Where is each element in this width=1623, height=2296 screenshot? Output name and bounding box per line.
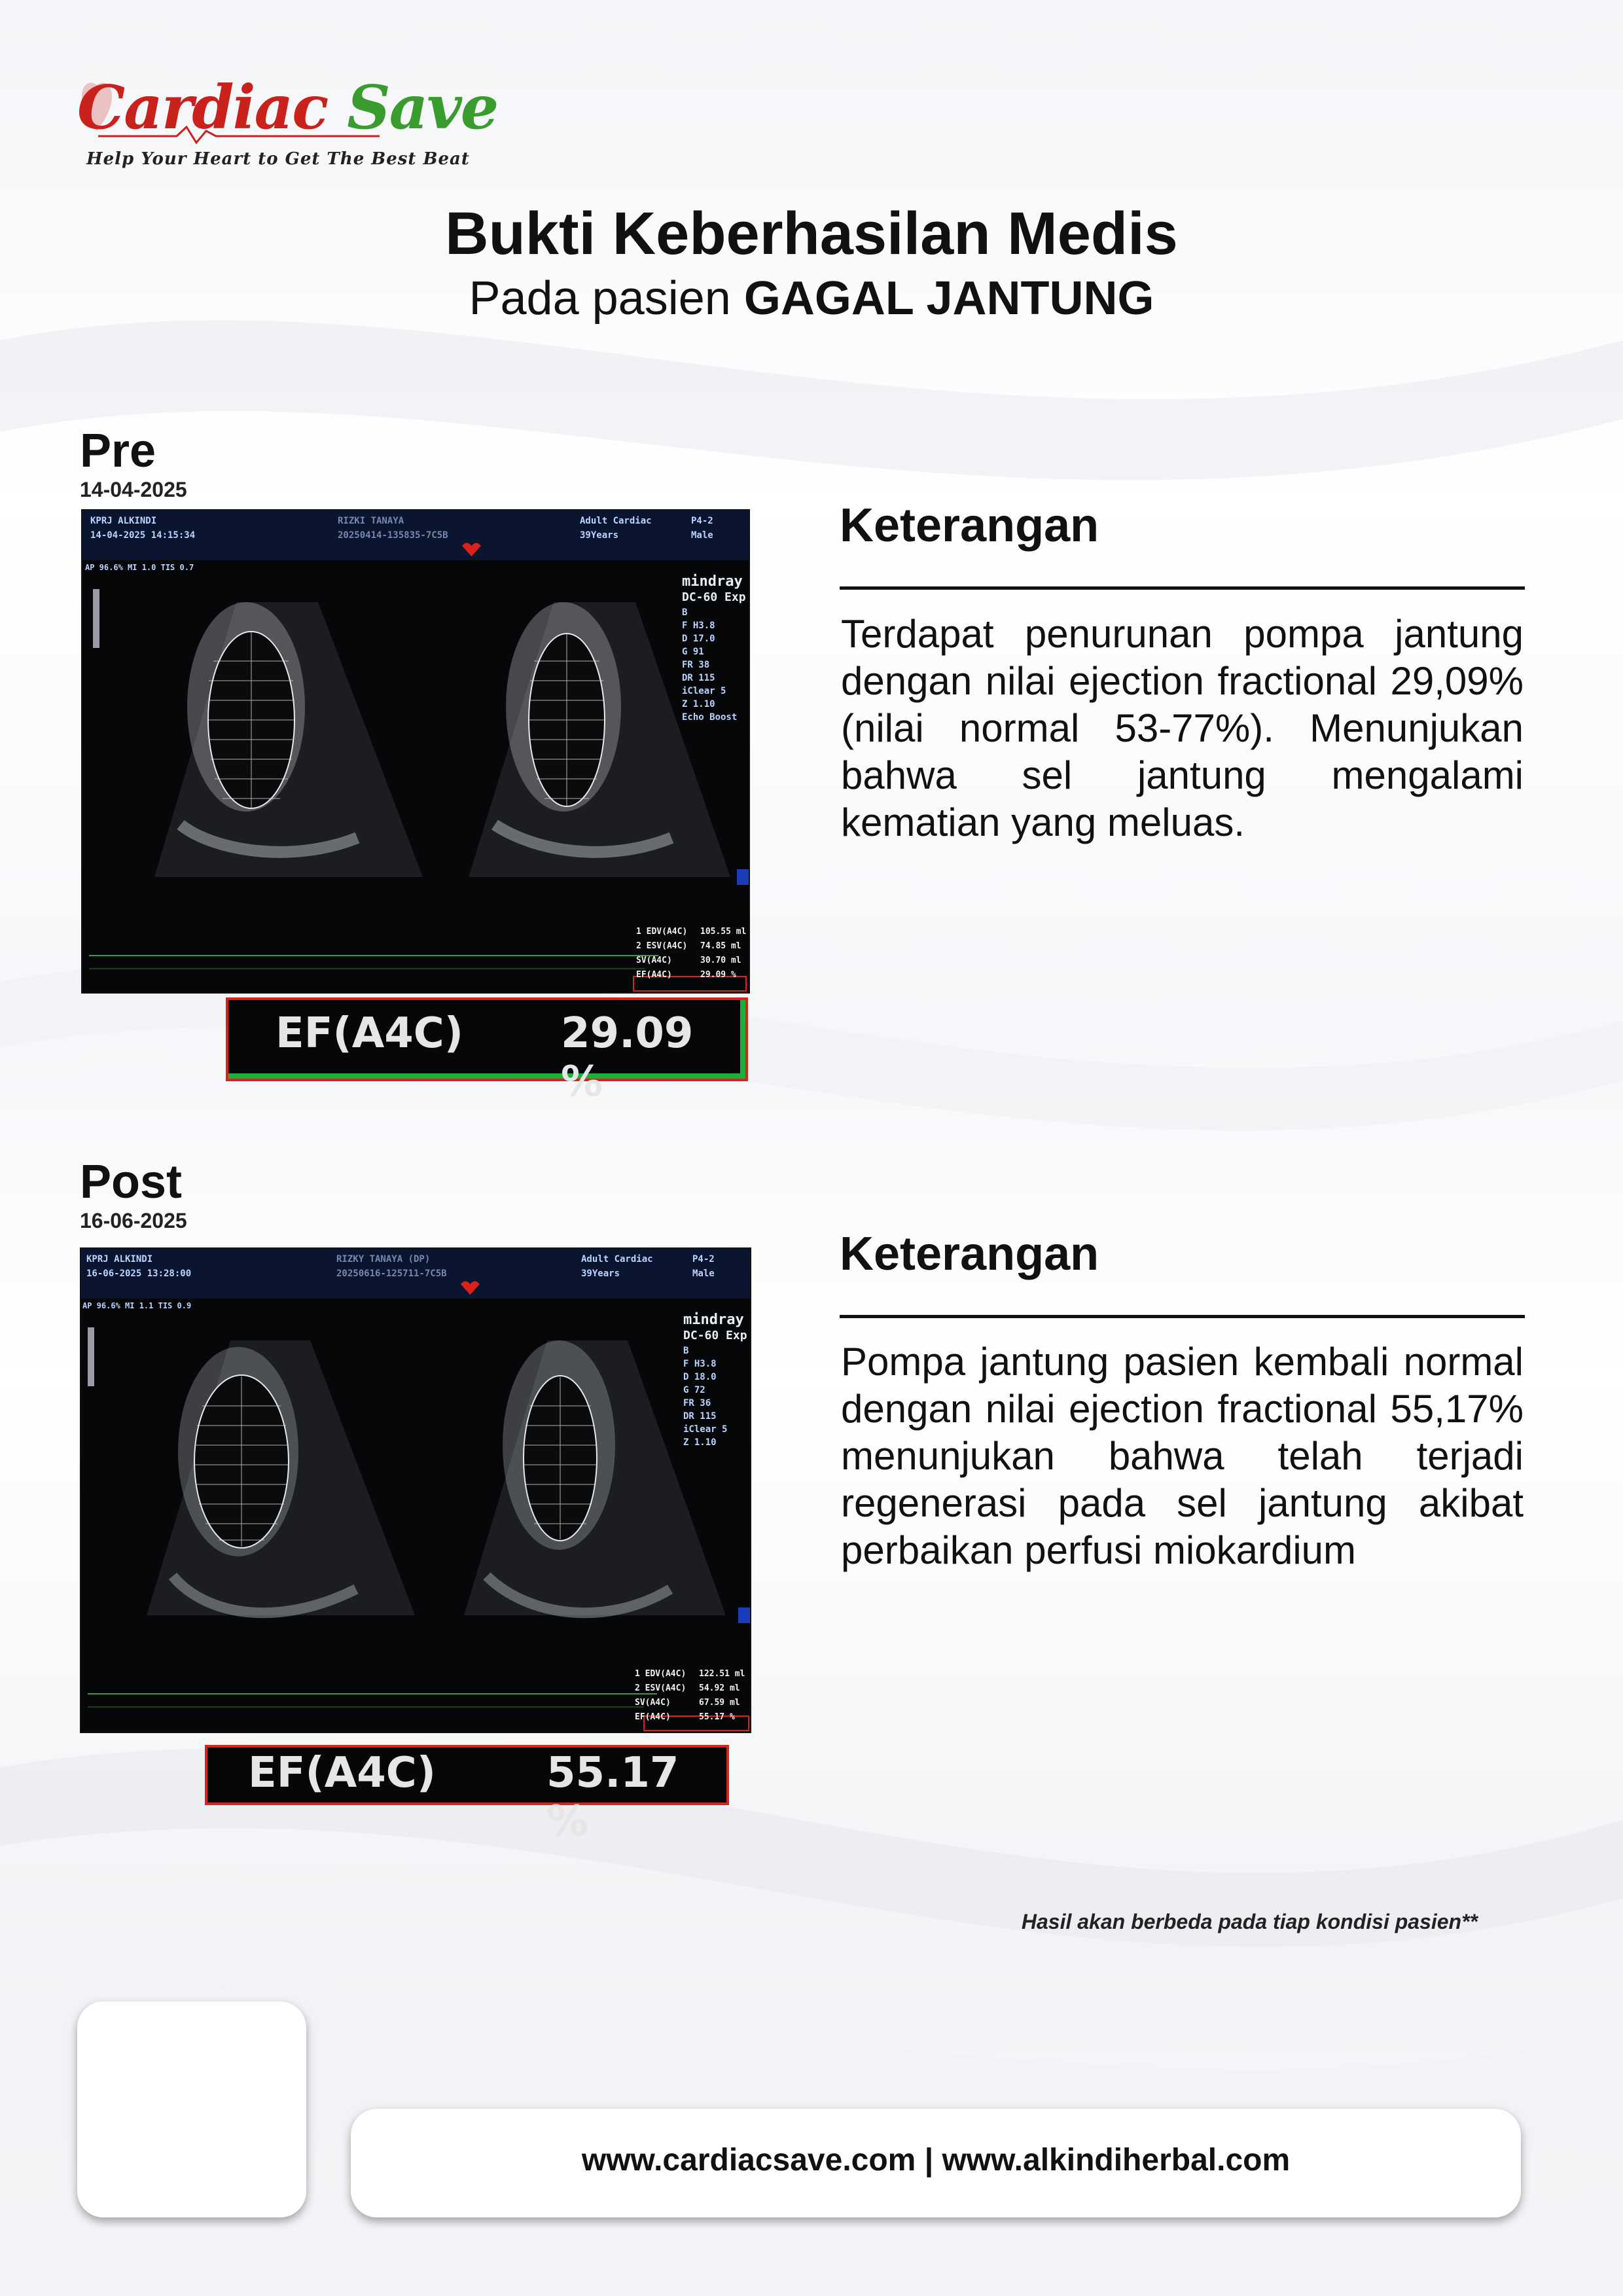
post-ef-callout <box>205 1745 729 1846</box>
measurement-name: 2 ESV(A4C) <box>635 1683 687 1693</box>
measurement-value: 29.09 % <box>700 970 736 980</box>
echo-hospital: KPRJ ALKINDI <box>90 516 157 526</box>
echo-brand: mindray <box>682 573 743 590</box>
echo-setting: Z 1.10 <box>682 699 715 709</box>
echo-exam: Adult Cardiac <box>581 1254 653 1265</box>
pre-echo-scan <box>82 511 749 992</box>
echo-age: 39Years <box>581 1268 620 1279</box>
echo-setting: FR 36 <box>683 1398 711 1408</box>
post-echo-image <box>80 1247 751 1733</box>
pre-keterangan-divider <box>840 586 1525 590</box>
pre-keterangan-text: Terdapat penurunan pompa jantung dengan nilai ejection fractional 29,09% (nilai normal 53-77%). Menunjukan bahwa sel jantung mengalami kematian yang meluas. <box>841 612 1524 844</box>
post-label: Post <box>80 1156 183 1208</box>
echo-setting: F H3.8 <box>682 620 715 631</box>
page-subtitle <box>0 272 1623 325</box>
subtitle-prefix: Pada pasien <box>469 272 731 325</box>
measurement-value: 74.85 ml <box>700 941 741 951</box>
measurement-value: 54.92 ml <box>699 1683 740 1693</box>
measurement-name: 1 EDV(A4C) <box>636 927 688 937</box>
footer-links[interactable]: www.cardiacsave.com | www.alkindiherbal.com <box>581 2143 1291 2178</box>
pre-date: 14-04-2025 <box>80 478 187 501</box>
echo-probe: P4-2 <box>691 516 713 526</box>
qr-card <box>77 2001 306 2217</box>
measurement-name: 2 ESV(A4C) <box>636 941 688 951</box>
measurement-value: 122.51 ml <box>699 1669 745 1679</box>
measurement-name: 1 EDV(A4C) <box>635 1669 687 1679</box>
echo-setting: F H3.8 <box>683 1359 717 1369</box>
echo-params: AP 96.6% MI 1.1 TIS 0.9 <box>82 1301 192 1310</box>
measurement-value: 67.59 ml <box>699 1698 740 1708</box>
logo-word-save: Save <box>347 72 498 143</box>
echo-exam: Adult Cardiac <box>580 516 652 526</box>
subtitle-bold: GAGAL JANTUNG <box>743 272 1154 325</box>
echo-setting: G 72 <box>683 1385 705 1395</box>
measurement-name: EF(A4C) <box>635 1712 671 1722</box>
pre-keterangan-heading: Keterangan <box>840 499 1099 552</box>
echo-model: DC-60 Exp <box>683 1329 747 1342</box>
echo-model: DC-60 Exp <box>682 590 746 604</box>
post-ef-label: EF(A4C) <box>248 1749 436 1797</box>
echo-datetime: 16-06-2025 13:28:00 <box>86 1268 192 1279</box>
echo-probe: P4-2 <box>692 1254 715 1265</box>
echo-brand: mindray <box>683 1312 744 1328</box>
echo-setting: Echo Boost <box>682 712 738 723</box>
echo-setting: DR 115 <box>683 1411 717 1422</box>
pre-echo-image <box>81 509 750 994</box>
echo-setting: B <box>683 1346 689 1356</box>
echo-setting: iClear 5 <box>682 686 726 696</box>
pre-ef-label: EF(A4C) <box>276 1009 463 1058</box>
echo-setting: FR 38 <box>682 660 710 670</box>
pre-ef-value: 29.09 % <box>561 1009 694 1106</box>
post-ef-value: 55.17 % <box>546 1749 679 1846</box>
echo-sex: Male <box>692 1268 715 1279</box>
ecg-line-icon <box>98 124 380 144</box>
echo-setting: B <box>682 607 688 618</box>
echo-setting: Z 1.10 <box>683 1437 717 1448</box>
measurement-value: 105.55 ml <box>700 927 747 937</box>
post-echo-scan <box>81 1249 750 1732</box>
measurement-name: SV(A4C) <box>635 1698 671 1708</box>
echo-setting: G 91 <box>682 647 704 657</box>
echo-hospital: KPRJ ALKINDI <box>86 1254 153 1265</box>
echo-setting: D 18.0 <box>683 1372 717 1382</box>
pre-label: Pre <box>80 425 156 477</box>
disclaimer-note: Hasil akan berbeda pada tiap kondisi pasien** <box>1021 1910 1478 1933</box>
echo-setting: DR 115 <box>682 673 715 683</box>
echo-datetime: 14-04-2025 14:15:34 <box>90 530 196 541</box>
measurement-name: SV(A4C) <box>636 956 672 965</box>
echo-age: 39Years <box>580 530 619 541</box>
post-date: 16-06-2025 <box>80 1209 187 1232</box>
page-title: Bukti Keberhasilan Medis <box>445 200 1178 267</box>
echo-study-id: 20250414-135835-7C5B <box>338 530 448 541</box>
pre-ef-callout <box>226 997 748 1106</box>
echo-patient: RIZKI TANAYA <box>338 516 404 526</box>
echo-study-id: 20250616-125711-7C5B <box>336 1268 447 1279</box>
measurement-value: 30.70 ml <box>700 956 741 965</box>
echo-setting: D 17.0 <box>682 634 715 644</box>
logo-word-cardiac: Cardiac <box>77 72 328 143</box>
post-keterangan-heading: Keterangan <box>840 1228 1099 1280</box>
logo-tagline: Help Your Heart to Get The Best Beat <box>86 149 470 169</box>
echo-patient: RIZKY TANAYA (DP) <box>336 1254 431 1265</box>
post-keterangan-text: Pompa jantung pasien kembali normal dengan nilai ejection fractional 55,17% menunjukan bahwa telah terjadi regenerasi pada sel jantung akibat perbaikan perfusi miokardium <box>841 1340 1524 1572</box>
measurement-name: EF(A4C) <box>636 970 672 980</box>
post-keterangan-divider <box>840 1315 1525 1318</box>
echo-params: AP 96.6% MI 1.0 TIS 0.7 <box>85 563 194 572</box>
measurement-value: 55.17 % <box>699 1712 735 1722</box>
echo-sex: Male <box>691 530 713 541</box>
echo-setting: iClear 5 <box>683 1424 728 1435</box>
